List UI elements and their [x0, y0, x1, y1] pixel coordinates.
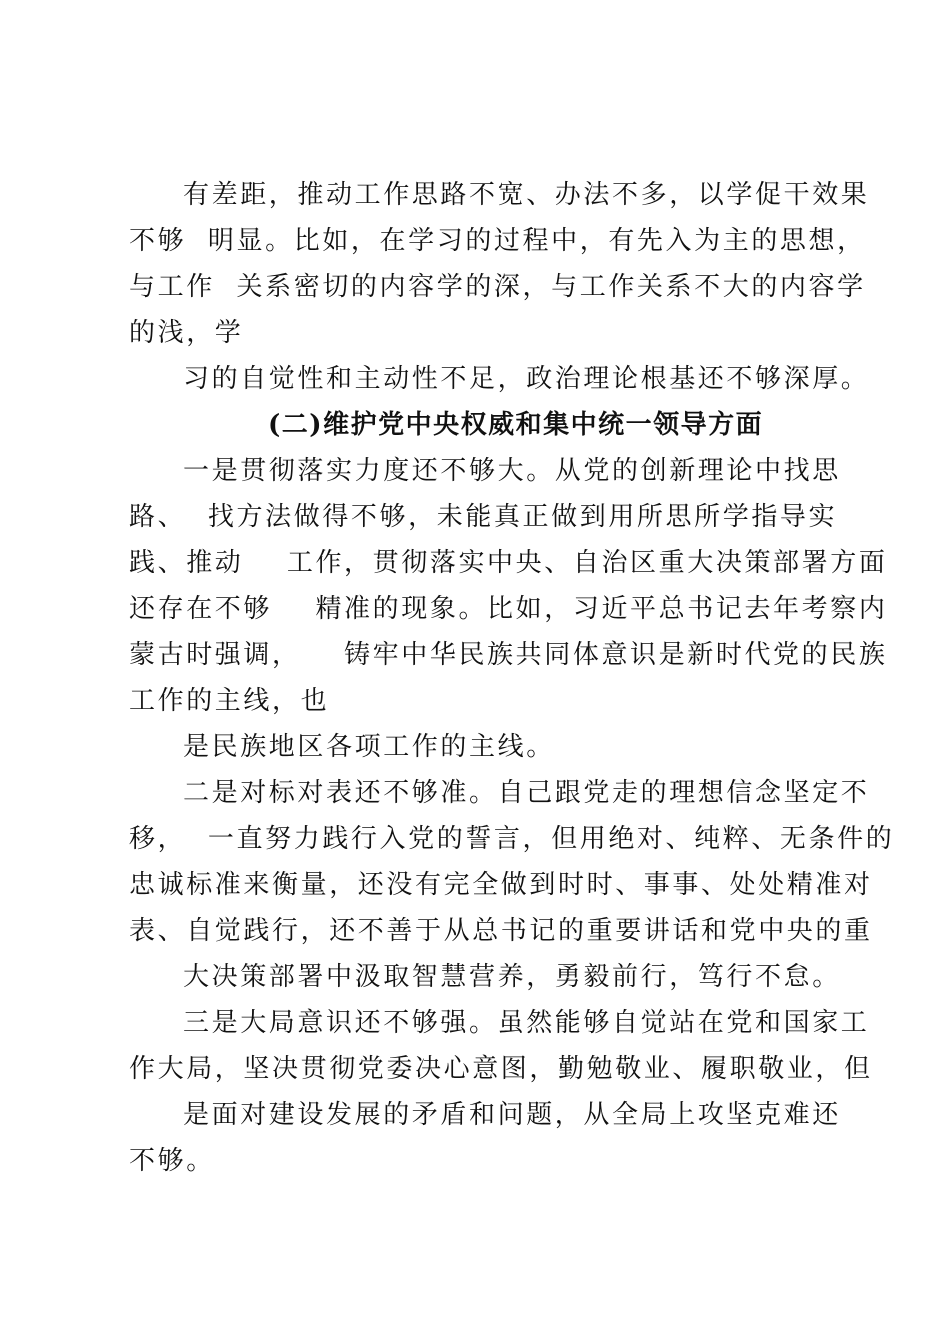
body-text-line: 表、自觉践行，还不善于从总书记的重要讲话和党中央的重: [129, 916, 873, 946]
body-text-line: 移， 一直努力践行入党的誓言，但用绝对、纯粹、无条件的: [129, 824, 895, 854]
body-text-line: 不够 明显。比如，在学习的过程中，有先入为主的思想，: [129, 226, 866, 256]
section-heading: (二)维护党中央权威和集中统一领导方面: [268, 410, 764, 440]
body-text-line: 路、 找方法做得不够，未能真正做到用所思所学指导实: [129, 502, 838, 532]
body-text-line: 习的自觉性和主动性不足，政治理论根基还不够深厚。: [183, 364, 870, 394]
body-text-line: 的浅，学: [129, 318, 244, 348]
body-text-line: 践、推动 工作，贯彻落实中央、自治区重大决策部署方面: [129, 548, 888, 578]
body-text-line: 三是大局意识还不够强。虽然能够自觉站在党和国家工: [183, 1008, 870, 1038]
body-text-line: 大决策部署中汲取智慧营养，勇毅前行，笃行不怠。: [183, 962, 841, 992]
body-text-line: 不够。: [129, 1146, 215, 1176]
body-text-line: 是民族地区各项工作的主线。: [183, 732, 555, 762]
body-text-line: 作大局，坚决贯彻党委决心意图，勤勉敬业、履职敬业，但: [129, 1054, 873, 1084]
body-text-line: 二是对标对表还不够准。自己跟党走的理想信念坚定不: [183, 778, 870, 808]
body-text-line: 还存在不够 精准的现象。比如，习近平总书记去年考察内: [129, 594, 888, 624]
body-text-line: 有差距，推动工作思路不宽、办法不多，以学促干效果: [183, 180, 870, 210]
body-text-line: 蒙古时强调， 铸牢中华民族共同体意识是新时代党的民族: [129, 640, 888, 670]
body-text-line: 一是贯彻落实力度还不够大。从党的创新理论中找思: [183, 456, 841, 486]
body-text-line: 是面对建设发展的矛盾和问题，从全局上攻坚克难还: [183, 1100, 841, 1130]
body-text-line: 忠诚标准来衡量，还没有完全做到时时、事事、处处精准对: [129, 870, 873, 900]
body-text-line: 工作的主线，也: [129, 686, 330, 716]
body-text-line: 与工作 关系密切的内容学的深，与工作关系不大的内容学: [129, 272, 866, 302]
